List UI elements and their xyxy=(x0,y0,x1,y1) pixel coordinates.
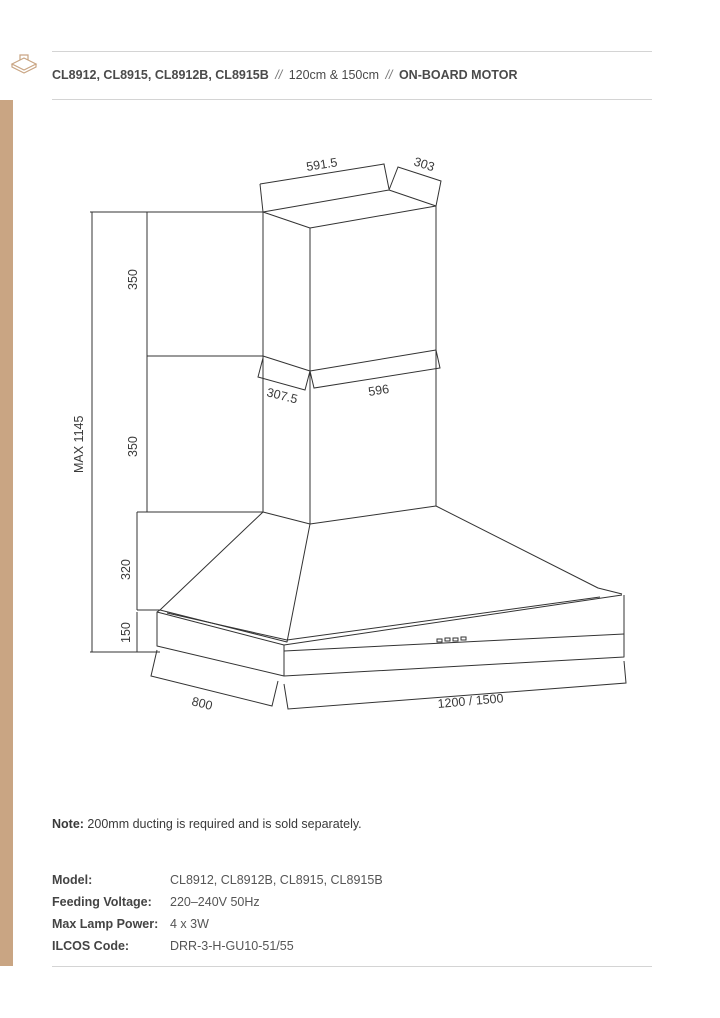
spec-value: 220–240V 50Hz xyxy=(170,895,260,909)
hood-outline xyxy=(157,190,624,676)
note-text: 200mm ducting is required and is sold separately. xyxy=(83,817,362,831)
header-separator-2: // xyxy=(385,68,393,82)
dim-base-depth: 800 xyxy=(190,694,214,713)
ducting-note xyxy=(52,817,362,831)
header-models: CL8912, CL8915, CL8912B, CL8915B xyxy=(52,68,269,82)
dim-max-height: MAX 1145 xyxy=(72,415,86,473)
header-motor: ON-BOARD MOTOR xyxy=(398,68,518,82)
spec-label: Feeding Voltage: xyxy=(52,895,152,909)
dim-canopy-height: 320 xyxy=(119,559,133,580)
dimension-lines xyxy=(90,164,626,709)
footer-rule xyxy=(52,966,652,967)
control-button xyxy=(445,638,450,641)
header-separator-1: // xyxy=(275,68,283,82)
header-sizes: 120cm & 150cm xyxy=(288,68,380,82)
dim-base-height: 150 xyxy=(119,622,133,643)
spec-label: Model: xyxy=(52,873,93,887)
dim-top-depth: 303 xyxy=(412,154,437,175)
dim-lower-height: 350 xyxy=(126,436,140,457)
control-button xyxy=(461,637,466,640)
control-button xyxy=(437,639,442,642)
dim-base-width: 1200 / 1500 xyxy=(437,691,505,711)
spec-value: CL8912, CL8912B, CL8915, CL8915B xyxy=(170,873,383,887)
spec-value: DRR-3-H-GU10-51/55 xyxy=(170,939,294,953)
dim-top-width: 591.5 xyxy=(305,155,339,174)
dim-middle-width: 596 xyxy=(367,381,391,399)
dim-upper-height: 350 xyxy=(126,269,140,290)
control-panel-buttons xyxy=(437,637,466,642)
spec-label: ILCOS Code: xyxy=(52,939,130,953)
dim-middle-depth: 307.5 xyxy=(265,385,300,407)
spec-value: 4 x 3W xyxy=(170,917,209,931)
control-button xyxy=(453,638,458,641)
note-label: Note: xyxy=(52,817,84,831)
spec-label: Max Lamp Power: xyxy=(52,917,159,931)
